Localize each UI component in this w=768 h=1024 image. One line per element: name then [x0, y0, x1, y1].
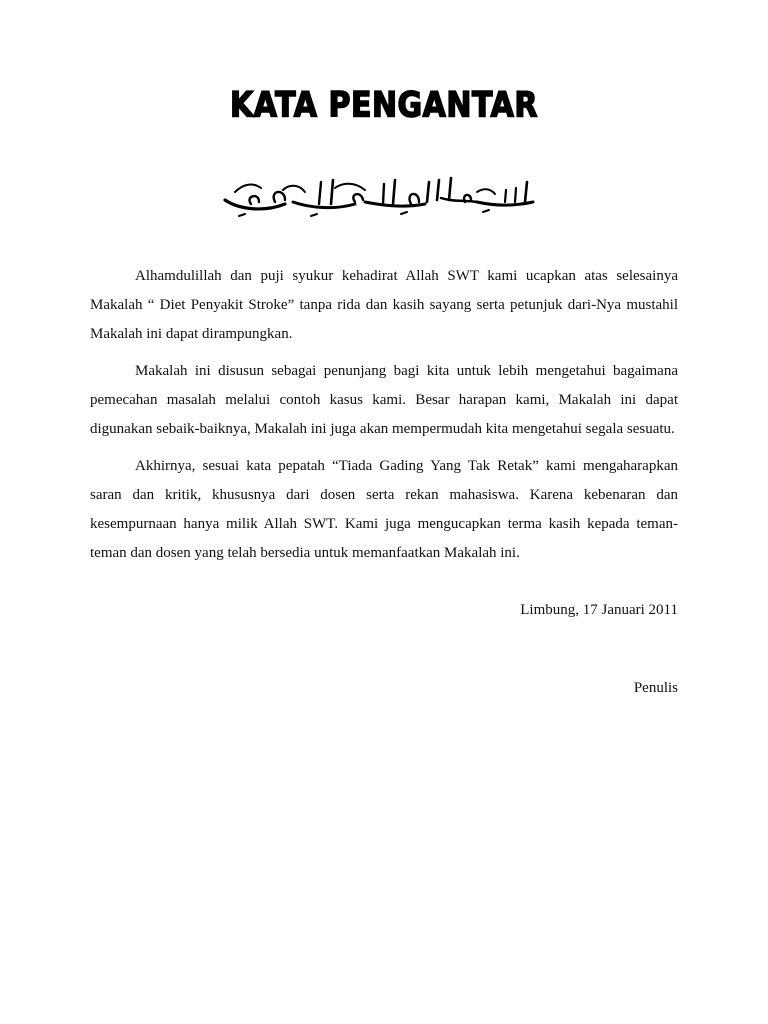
paragraph-3: Akhirnya, sesuai kata pepatah “Tiada Gading Yang Tak Retak” kami mengaharapkan saran dan kritik, khususnya dari dosen serta rekan mahasiswa. Karena kebenaran dan kesempurnaan hanya milik Allah SWT. Kami juga mengucapkan terma kasih kepada teman-teman dan dosen yang telah bersedia untuk memanfaatkan Makalah ini.: [90, 458, 678, 561]
foreword-body: [90, 262, 678, 576]
paragraph-2: Makalah ini disusun sebagai penunjang bagi kita untuk lebih mengetahui bagaimana pemecahan masalah melalui contoh kasus kami. Besar harapan kami, Makalah ini dapat digunakan sebaik-baiknya, Makalah ini juga akan mempermudah kita mengetahui segala sesuatu.: [90, 363, 678, 437]
place-date: Limbung, 17 Januari 2011: [520, 602, 678, 618]
basmalah-calligraphy: [215, 172, 545, 222]
paragraph-1: Alhamdulillah dan puji syukur kehadirat Allah SWT kami ucapkan atas selesainya Makalah “ Diet Penyakit Stroke” tanpa rida dan kasih sayang serta petunjuk dari-Nya mustahil Makalah ini dapat dirampungkan.: [90, 268, 678, 342]
page-title: KATA PENGANTAR: [230, 85, 538, 126]
author-signature: Penulis: [633, 680, 678, 696]
